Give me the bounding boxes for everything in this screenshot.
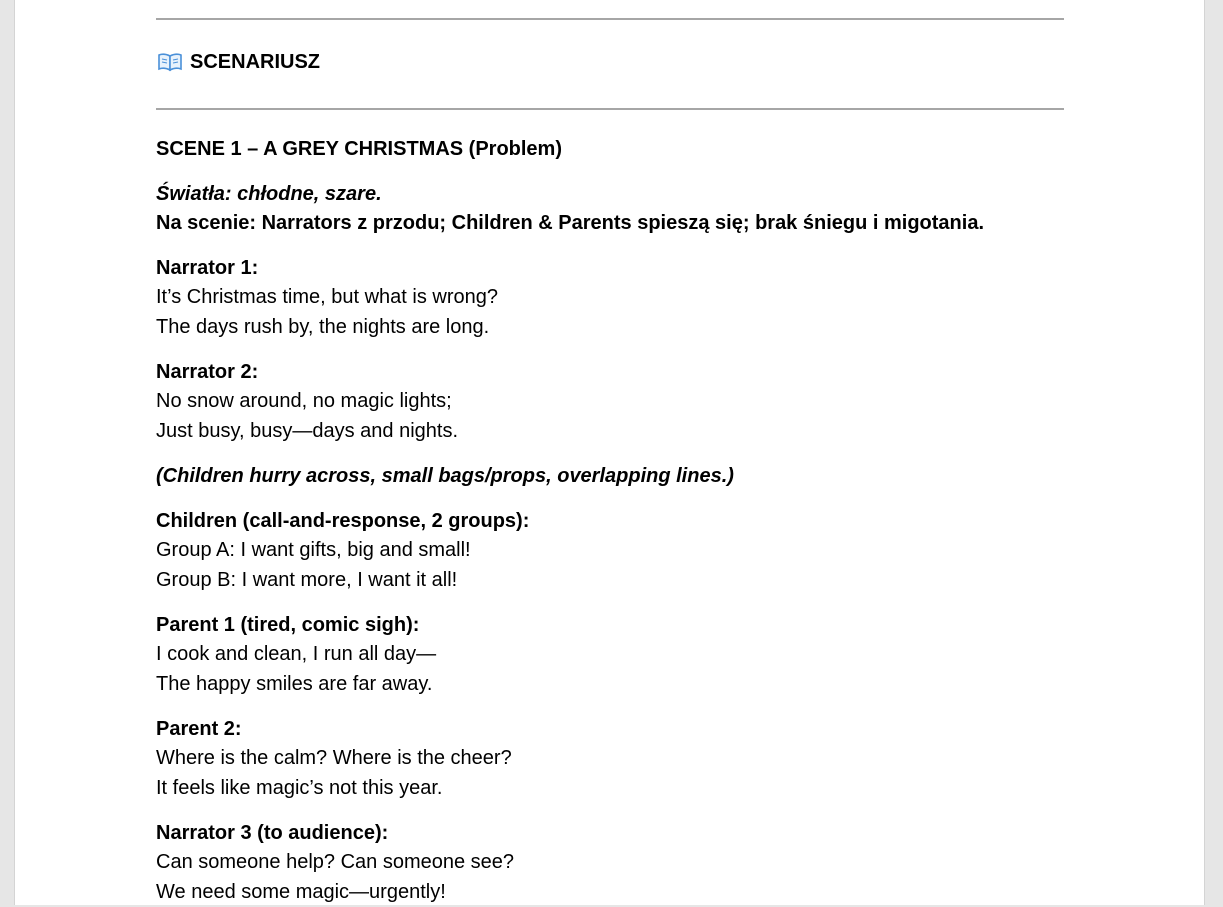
dialogue-line: Just busy, busy—days and nights.: [156, 417, 1064, 447]
scene-title: SCENE 1 – A GREY CHRISTMAS (Problem): [156, 136, 1064, 162]
dialogue-line: It feels like magic’s not this year.: [156, 774, 1064, 804]
dialogue-block: [156, 715, 1064, 803]
speaker-label: Children (call-and-response, 2 groups):: [156, 507, 1064, 536]
dialogue-block: [156, 819, 1064, 907]
speaker-label: Parent 2:: [156, 715, 1064, 744]
open-book-icon: [158, 52, 182, 72]
document-page: [14, 0, 1205, 905]
horizontal-rule-bottom: [156, 108, 1064, 110]
dialogue-block: [156, 507, 1064, 595]
dialogue-line: I cook and clean, I run all day—: [156, 640, 1064, 670]
speaker-label: Parent 1 (tired, comic sigh):: [156, 611, 1064, 640]
dialogue-block: [156, 358, 1064, 446]
dialogue-line: We need some magic—urgently!: [156, 878, 1064, 907]
section-heading: [156, 49, 1064, 75]
dialogue-line: The happy smiles are far away.: [156, 670, 1064, 700]
speaker-label: Narrator 1:: [156, 254, 1064, 283]
section-title: SCENARIUSZ: [190, 49, 320, 75]
dialogue-line: Group B: I want more, I want it all!: [156, 566, 1064, 596]
stage-directions: [156, 180, 1064, 238]
stage-direction: (Children hurry across, small bags/props, overlapping lines.): [156, 462, 1064, 491]
speaker-label: Narrator 3 (to audience):: [156, 819, 1064, 848]
dialogue-line: It’s Christmas time, but what is wrong?: [156, 283, 1064, 313]
dialogue-line: The days rush by, the nights are long.: [156, 313, 1064, 343]
page-content: [156, 0, 1064, 907]
dialogue-block: [156, 611, 1064, 699]
dialogue-line: No snow around, no magic lights;: [156, 387, 1064, 417]
horizontal-rule-top: [156, 18, 1064, 20]
dialogue-block: [156, 254, 1064, 342]
speaker-label: Narrator 2:: [156, 358, 1064, 387]
dialogue-line: Group A: I want gifts, big and small!: [156, 536, 1064, 566]
lights-note: Światła: chłodne, szare.: [156, 180, 1064, 209]
dialogue-line: Can someone help? Can someone see?: [156, 848, 1064, 878]
on-stage-note: Na scenie: Narrators z przodu; Children & Parents spieszą się; brak śniegu i migotania.: [156, 209, 1064, 238]
dialogue-line: Where is the calm? Where is the cheer?: [156, 744, 1064, 774]
